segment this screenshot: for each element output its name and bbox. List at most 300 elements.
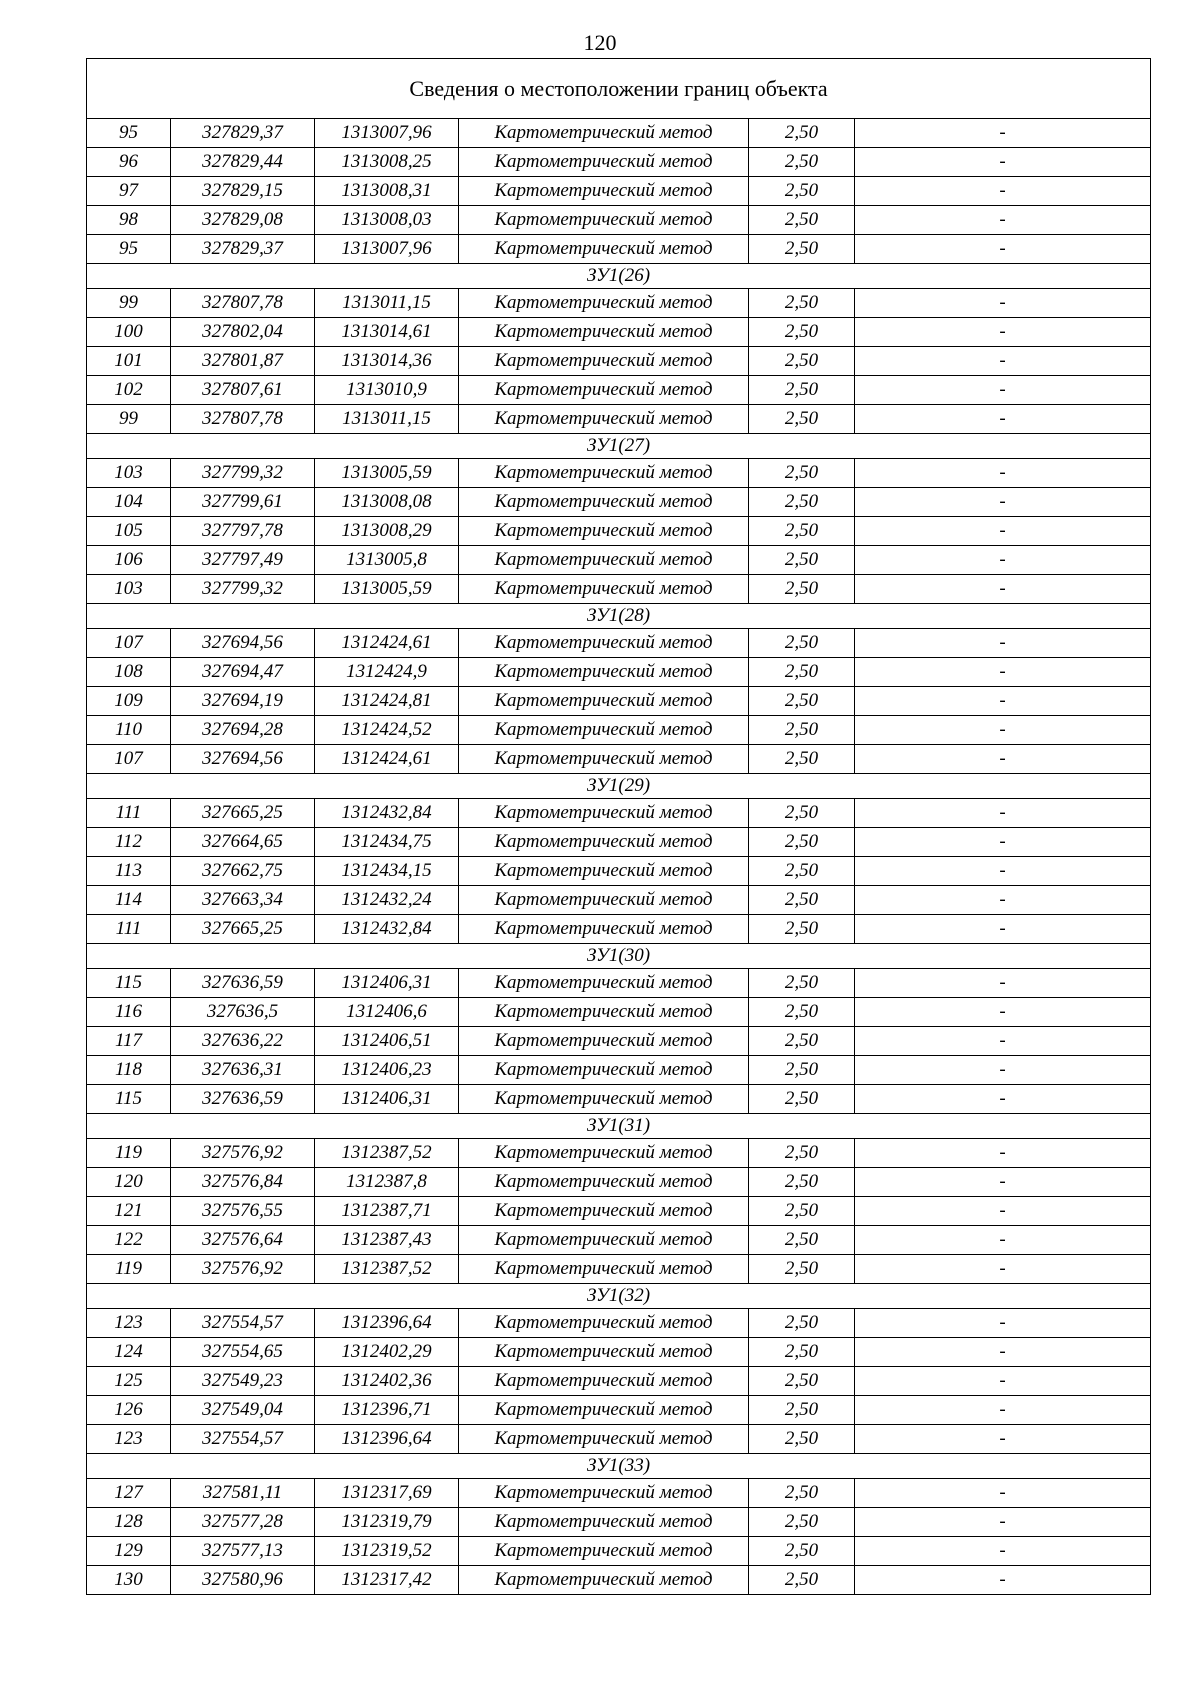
method-cell: Картометрический метод <box>459 347 749 376</box>
table-row <box>87 1139 1151 1168</box>
description-cell: - <box>855 1537 1151 1566</box>
point-number-cell: 126 <box>87 1396 171 1425</box>
x-coordinate-cell: 327636,22 <box>171 1027 315 1056</box>
x-coordinate-cell: 327797,49 <box>171 546 315 575</box>
method-cell: Картометрический метод <box>459 687 749 716</box>
method-cell: Картометрический метод <box>459 148 749 177</box>
method-cell: Картометрический метод <box>459 1367 749 1396</box>
table-row <box>87 1396 1151 1425</box>
x-coordinate-cell: 327636,5 <box>171 998 315 1027</box>
table-row <box>87 969 1151 998</box>
group-header-row <box>87 264 1151 289</box>
y-coordinate-cell: 1312406,31 <box>315 969 459 998</box>
description-cell: - <box>855 1508 1151 1537</box>
group-label: ЗУ1(33) <box>87 1454 1151 1479</box>
accuracy-cell: 2,50 <box>749 745 855 774</box>
method-cell: Картометрический метод <box>459 998 749 1027</box>
point-number-cell: 105 <box>87 517 171 546</box>
accuracy-cell: 2,50 <box>749 1566 855 1595</box>
point-number-cell: 115 <box>87 1085 171 1114</box>
x-coordinate-cell: 327807,61 <box>171 376 315 405</box>
group-header-row <box>87 944 1151 969</box>
accuracy-cell: 2,50 <box>749 1537 855 1566</box>
method-cell: Картометрический метод <box>459 1226 749 1255</box>
accuracy-cell: 2,50 <box>749 1508 855 1537</box>
method-cell: Картометрический метод <box>459 1085 749 1114</box>
accuracy-cell: 2,50 <box>749 1197 855 1226</box>
y-coordinate-cell: 1313008,31 <box>315 177 459 206</box>
y-coordinate-cell: 1312406,51 <box>315 1027 459 1056</box>
description-cell: - <box>855 148 1151 177</box>
x-coordinate-cell: 327694,28 <box>171 716 315 745</box>
y-coordinate-cell: 1312434,75 <box>315 828 459 857</box>
accuracy-cell: 2,50 <box>749 1085 855 1114</box>
y-coordinate-cell: 1312387,52 <box>315 1139 459 1168</box>
method-cell: Картометрический метод <box>459 575 749 604</box>
description-cell: - <box>855 886 1151 915</box>
y-coordinate-cell: 1312424,61 <box>315 745 459 774</box>
point-number-cell: 99 <box>87 405 171 434</box>
table-row <box>87 235 1151 264</box>
accuracy-cell: 2,50 <box>749 1168 855 1197</box>
point-number-cell: 103 <box>87 575 171 604</box>
point-number-cell: 113 <box>87 857 171 886</box>
description-cell: - <box>855 1367 1151 1396</box>
x-coordinate-cell: 327577,28 <box>171 1508 315 1537</box>
x-coordinate-cell: 327577,13 <box>171 1537 315 1566</box>
accuracy-cell: 2,50 <box>749 1027 855 1056</box>
point-number-cell: 95 <box>87 235 171 264</box>
point-number-cell: 109 <box>87 687 171 716</box>
x-coordinate-cell: 327663,34 <box>171 886 315 915</box>
accuracy-cell: 2,50 <box>749 799 855 828</box>
description-cell: - <box>855 289 1151 318</box>
x-coordinate-cell: 327636,31 <box>171 1056 315 1085</box>
accuracy-cell: 2,50 <box>749 687 855 716</box>
table-row <box>87 1508 1151 1537</box>
accuracy-cell: 2,50 <box>749 376 855 405</box>
y-coordinate-cell: 1312406,31 <box>315 1085 459 1114</box>
point-number-cell: 104 <box>87 488 171 517</box>
point-number-cell: 124 <box>87 1338 171 1367</box>
description-cell: - <box>855 857 1151 886</box>
method-cell: Картометрический метод <box>459 1396 749 1425</box>
table-row <box>87 1085 1151 1114</box>
x-coordinate-cell: 327576,84 <box>171 1168 315 1197</box>
group-label: ЗУ1(27) <box>87 434 1151 459</box>
y-coordinate-cell: 1312432,84 <box>315 915 459 944</box>
x-coordinate-cell: 327807,78 <box>171 289 315 318</box>
point-number-cell: 100 <box>87 318 171 347</box>
description-cell: - <box>855 745 1151 774</box>
method-cell: Картометрический метод <box>459 857 749 886</box>
method-cell: Картометрический метод <box>459 1338 749 1367</box>
y-coordinate-cell: 1312387,71 <box>315 1197 459 1226</box>
page-number: 120 <box>583 30 617 55</box>
method-cell: Картометрический метод <box>459 1508 749 1537</box>
accuracy-cell: 2,50 <box>749 235 855 264</box>
method-cell: Картометрический метод <box>459 658 749 687</box>
point-number-cell: 106 <box>87 546 171 575</box>
point-number-cell: 119 <box>87 1139 171 1168</box>
description-cell: - <box>855 716 1151 745</box>
x-coordinate-cell: 327829,44 <box>171 148 315 177</box>
point-number-cell: 115 <box>87 969 171 998</box>
x-coordinate-cell: 327829,08 <box>171 206 315 235</box>
group-label: ЗУ1(30) <box>87 944 1151 969</box>
description-cell: - <box>855 575 1151 604</box>
point-number-cell: 102 <box>87 376 171 405</box>
point-number-cell: 111 <box>87 799 171 828</box>
y-coordinate-cell: 1312402,36 <box>315 1367 459 1396</box>
table-row <box>87 1027 1151 1056</box>
table-row <box>87 405 1151 434</box>
accuracy-cell: 2,50 <box>749 1425 855 1454</box>
table-row <box>87 1367 1151 1396</box>
group-label: ЗУ1(32) <box>87 1284 1151 1309</box>
x-coordinate-cell: 327549,04 <box>171 1396 315 1425</box>
accuracy-cell: 2,50 <box>749 1056 855 1085</box>
y-coordinate-cell: 1312406,6 <box>315 998 459 1027</box>
x-coordinate-cell: 327664,65 <box>171 828 315 857</box>
method-cell: Картометрический метод <box>459 289 749 318</box>
description-cell: - <box>855 1139 1151 1168</box>
x-coordinate-cell: 327665,25 <box>171 915 315 944</box>
accuracy-cell: 2,50 <box>749 1396 855 1425</box>
x-coordinate-cell: 327581,11 <box>171 1479 315 1508</box>
point-number-cell: 107 <box>87 745 171 774</box>
table-row <box>87 148 1151 177</box>
description-cell: - <box>855 1085 1151 1114</box>
description-cell: - <box>855 488 1151 517</box>
table-row <box>87 1226 1151 1255</box>
x-coordinate-cell: 327807,78 <box>171 405 315 434</box>
table-row <box>87 1197 1151 1226</box>
x-coordinate-cell: 327549,23 <box>171 1367 315 1396</box>
description-cell: - <box>855 347 1151 376</box>
method-cell: Картометрический метод <box>459 1566 749 1595</box>
x-coordinate-cell: 327829,37 <box>171 235 315 264</box>
table-row <box>87 1537 1151 1566</box>
y-coordinate-cell: 1312387,8 <box>315 1168 459 1197</box>
boundary-table <box>86 58 1151 1595</box>
table-row <box>87 915 1151 944</box>
description-cell: - <box>855 1396 1151 1425</box>
y-coordinate-cell: 1312434,15 <box>315 857 459 886</box>
y-coordinate-cell: 1312406,23 <box>315 1056 459 1085</box>
y-coordinate-cell: 1313007,96 <box>315 119 459 148</box>
accuracy-cell: 2,50 <box>749 658 855 687</box>
description-cell: - <box>855 546 1151 575</box>
point-number-cell: 108 <box>87 658 171 687</box>
group-header-row <box>87 1284 1151 1309</box>
y-coordinate-cell: 1312424,61 <box>315 629 459 658</box>
group-header-row <box>87 434 1151 459</box>
point-number-cell: 119 <box>87 1255 171 1284</box>
accuracy-cell: 2,50 <box>749 1309 855 1338</box>
method-cell: Картометрический метод <box>459 915 749 944</box>
table-row <box>87 546 1151 575</box>
x-coordinate-cell: 327694,56 <box>171 745 315 774</box>
x-coordinate-cell: 327797,78 <box>171 517 315 546</box>
description-cell: - <box>855 405 1151 434</box>
table-row <box>87 347 1151 376</box>
table-row <box>87 177 1151 206</box>
table-row <box>87 376 1151 405</box>
method-cell: Картометрический метод <box>459 459 749 488</box>
table-body <box>87 59 1151 1595</box>
accuracy-cell: 2,50 <box>749 1367 855 1396</box>
description-cell: - <box>855 998 1151 1027</box>
y-coordinate-cell: 1312387,43 <box>315 1226 459 1255</box>
accuracy-cell: 2,50 <box>749 969 855 998</box>
description-cell: - <box>855 658 1151 687</box>
method-cell: Картометрический метод <box>459 745 749 774</box>
point-number-cell: 110 <box>87 716 171 745</box>
y-coordinate-cell: 1313007,96 <box>315 235 459 264</box>
y-coordinate-cell: 1312402,29 <box>315 1338 459 1367</box>
x-coordinate-cell: 327636,59 <box>171 969 315 998</box>
table-row <box>87 998 1151 1027</box>
x-coordinate-cell: 327576,92 <box>171 1255 315 1284</box>
description-cell: - <box>855 799 1151 828</box>
method-cell: Картометрический метод <box>459 546 749 575</box>
method-cell: Картометрический метод <box>459 1139 749 1168</box>
description-cell: - <box>855 1226 1151 1255</box>
accuracy-cell: 2,50 <box>749 1139 855 1168</box>
x-coordinate-cell: 327665,25 <box>171 799 315 828</box>
accuracy-cell: 2,50 <box>749 828 855 857</box>
y-coordinate-cell: 1312319,52 <box>315 1537 459 1566</box>
y-coordinate-cell: 1312396,64 <box>315 1425 459 1454</box>
method-cell: Картометрический метод <box>459 1056 749 1085</box>
table-row <box>87 1056 1151 1085</box>
y-coordinate-cell: 1313014,36 <box>315 347 459 376</box>
y-coordinate-cell: 1312424,52 <box>315 716 459 745</box>
table-row <box>87 1425 1151 1454</box>
point-number-cell: 128 <box>87 1508 171 1537</box>
description-cell: - <box>855 1566 1151 1595</box>
method-cell: Картометрический метод <box>459 318 749 347</box>
description-cell: - <box>855 177 1151 206</box>
method-cell: Картометрический метод <box>459 1168 749 1197</box>
table-row <box>87 1255 1151 1284</box>
point-number-cell: 123 <box>87 1425 171 1454</box>
description-cell: - <box>855 235 1151 264</box>
table-row <box>87 318 1151 347</box>
point-number-cell: 127 <box>87 1479 171 1508</box>
method-cell: Картометрический метод <box>459 177 749 206</box>
accuracy-cell: 2,50 <box>749 886 855 915</box>
accuracy-cell: 2,50 <box>749 488 855 517</box>
method-cell: Картометрический метод <box>459 1027 749 1056</box>
accuracy-cell: 2,50 <box>749 177 855 206</box>
x-coordinate-cell: 327694,47 <box>171 658 315 687</box>
point-number-cell: 117 <box>87 1027 171 1056</box>
y-coordinate-cell: 1312319,79 <box>315 1508 459 1537</box>
accuracy-cell: 2,50 <box>749 575 855 604</box>
x-coordinate-cell: 327554,65 <box>171 1338 315 1367</box>
accuracy-cell: 2,50 <box>749 119 855 148</box>
accuracy-cell: 2,50 <box>749 148 855 177</box>
accuracy-cell: 2,50 <box>749 716 855 745</box>
y-coordinate-cell: 1312424,81 <box>315 687 459 716</box>
accuracy-cell: 2,50 <box>749 915 855 944</box>
description-cell: - <box>855 1056 1151 1085</box>
x-coordinate-cell: 327694,56 <box>171 629 315 658</box>
point-number-cell: 95 <box>87 119 171 148</box>
point-number-cell: 101 <box>87 347 171 376</box>
table-row <box>87 119 1151 148</box>
table-row <box>87 886 1151 915</box>
x-coordinate-cell: 327554,57 <box>171 1425 315 1454</box>
method-cell: Картометрический метод <box>459 376 749 405</box>
y-coordinate-cell: 1313008,08 <box>315 488 459 517</box>
description-cell: - <box>855 915 1151 944</box>
table-row <box>87 575 1151 604</box>
x-coordinate-cell: 327554,57 <box>171 1309 315 1338</box>
description-cell: - <box>855 1168 1151 1197</box>
method-cell: Картометрический метод <box>459 886 749 915</box>
description-cell: - <box>855 1338 1151 1367</box>
accuracy-cell: 2,50 <box>749 546 855 575</box>
table-title-row <box>87 59 1151 119</box>
table-row <box>87 828 1151 857</box>
x-coordinate-cell: 327829,37 <box>171 119 315 148</box>
accuracy-cell: 2,50 <box>749 629 855 658</box>
method-cell: Картометрический метод <box>459 517 749 546</box>
x-coordinate-cell: 327799,61 <box>171 488 315 517</box>
accuracy-cell: 2,50 <box>749 1226 855 1255</box>
accuracy-cell: 2,50 <box>749 1479 855 1508</box>
x-coordinate-cell: 327829,15 <box>171 177 315 206</box>
description-cell: - <box>855 828 1151 857</box>
method-cell: Картометрический метод <box>459 799 749 828</box>
description-cell: - <box>855 969 1151 998</box>
description-cell: - <box>855 1309 1151 1338</box>
point-number-cell: 98 <box>87 206 171 235</box>
description-cell: - <box>855 206 1151 235</box>
y-coordinate-cell: 1313014,61 <box>315 318 459 347</box>
point-number-cell: 111 <box>87 915 171 944</box>
x-coordinate-cell: 327801,87 <box>171 347 315 376</box>
y-coordinate-cell: 1312432,24 <box>315 886 459 915</box>
x-coordinate-cell: 327576,64 <box>171 1226 315 1255</box>
table-row <box>87 658 1151 687</box>
description-cell: - <box>855 318 1151 347</box>
method-cell: Картометрический метод <box>459 1255 749 1284</box>
table-row <box>87 1168 1151 1197</box>
method-cell: Картометрический метод <box>459 488 749 517</box>
method-cell: Картометрический метод <box>459 1479 749 1508</box>
point-number-cell: 120 <box>87 1168 171 1197</box>
method-cell: Картометрический метод <box>459 119 749 148</box>
point-number-cell: 129 <box>87 1537 171 1566</box>
y-coordinate-cell: 1313011,15 <box>315 405 459 434</box>
x-coordinate-cell: 327662,75 <box>171 857 315 886</box>
table-title: Сведения о местоположении границ объекта <box>87 59 1151 119</box>
table-row <box>87 799 1151 828</box>
x-coordinate-cell: 327636,59 <box>171 1085 315 1114</box>
accuracy-cell: 2,50 <box>749 347 855 376</box>
point-number-cell: 123 <box>87 1309 171 1338</box>
x-coordinate-cell: 327576,55 <box>171 1197 315 1226</box>
table-row <box>87 629 1151 658</box>
point-number-cell: 116 <box>87 998 171 1027</box>
y-coordinate-cell: 1313008,25 <box>315 148 459 177</box>
y-coordinate-cell: 1313005,59 <box>315 459 459 488</box>
description-cell: - <box>855 1255 1151 1284</box>
accuracy-cell: 2,50 <box>749 405 855 434</box>
accuracy-cell: 2,50 <box>749 318 855 347</box>
description-cell: - <box>855 1027 1151 1056</box>
x-coordinate-cell: 327799,32 <box>171 575 315 604</box>
group-header-row <box>87 1454 1151 1479</box>
table-row <box>87 1309 1151 1338</box>
y-coordinate-cell: 1312317,42 <box>315 1566 459 1595</box>
accuracy-cell: 2,50 <box>749 459 855 488</box>
y-coordinate-cell: 1312387,52 <box>315 1255 459 1284</box>
method-cell: Картометрический метод <box>459 629 749 658</box>
point-number-cell: 96 <box>87 148 171 177</box>
x-coordinate-cell: 327576,92 <box>171 1139 315 1168</box>
accuracy-cell: 2,50 <box>749 1338 855 1367</box>
group-label: ЗУ1(31) <box>87 1114 1151 1139</box>
x-coordinate-cell: 327694,19 <box>171 687 315 716</box>
table-row <box>87 1338 1151 1367</box>
y-coordinate-cell: 1312424,9 <box>315 658 459 687</box>
method-cell: Картометрический метод <box>459 1309 749 1338</box>
point-number-cell: 114 <box>87 886 171 915</box>
table-row <box>87 459 1151 488</box>
point-number-cell: 103 <box>87 459 171 488</box>
accuracy-cell: 2,50 <box>749 289 855 318</box>
point-number-cell: 112 <box>87 828 171 857</box>
point-number-cell: 121 <box>87 1197 171 1226</box>
y-coordinate-cell: 1313005,59 <box>315 575 459 604</box>
group-label: ЗУ1(28) <box>87 604 1151 629</box>
group-label: ЗУ1(29) <box>87 774 1151 799</box>
group-header-row <box>87 774 1151 799</box>
point-number-cell: 118 <box>87 1056 171 1085</box>
method-cell: Картометрический метод <box>459 1537 749 1566</box>
table-row <box>87 488 1151 517</box>
accuracy-cell: 2,50 <box>749 998 855 1027</box>
group-label: ЗУ1(26) <box>87 264 1151 289</box>
y-coordinate-cell: 1312396,64 <box>315 1309 459 1338</box>
description-cell: - <box>855 687 1151 716</box>
method-cell: Картометрический метод <box>459 405 749 434</box>
point-number-cell: 99 <box>87 289 171 318</box>
method-cell: Картометрический метод <box>459 1425 749 1454</box>
description-cell: - <box>855 1479 1151 1508</box>
description-cell: - <box>855 1197 1151 1226</box>
table-row <box>87 687 1151 716</box>
description-cell: - <box>855 119 1151 148</box>
table-row <box>87 1566 1151 1595</box>
y-coordinate-cell: 1312432,84 <box>315 799 459 828</box>
x-coordinate-cell: 327802,04 <box>171 318 315 347</box>
method-cell: Картометрический метод <box>459 235 749 264</box>
table-row <box>87 745 1151 774</box>
x-coordinate-cell: 327799,32 <box>171 459 315 488</box>
y-coordinate-cell: 1312396,71 <box>315 1396 459 1425</box>
table-row <box>87 716 1151 745</box>
y-coordinate-cell: 1313011,15 <box>315 289 459 318</box>
description-cell: - <box>855 629 1151 658</box>
method-cell: Картометрический метод <box>459 969 749 998</box>
description-cell: - <box>855 459 1151 488</box>
